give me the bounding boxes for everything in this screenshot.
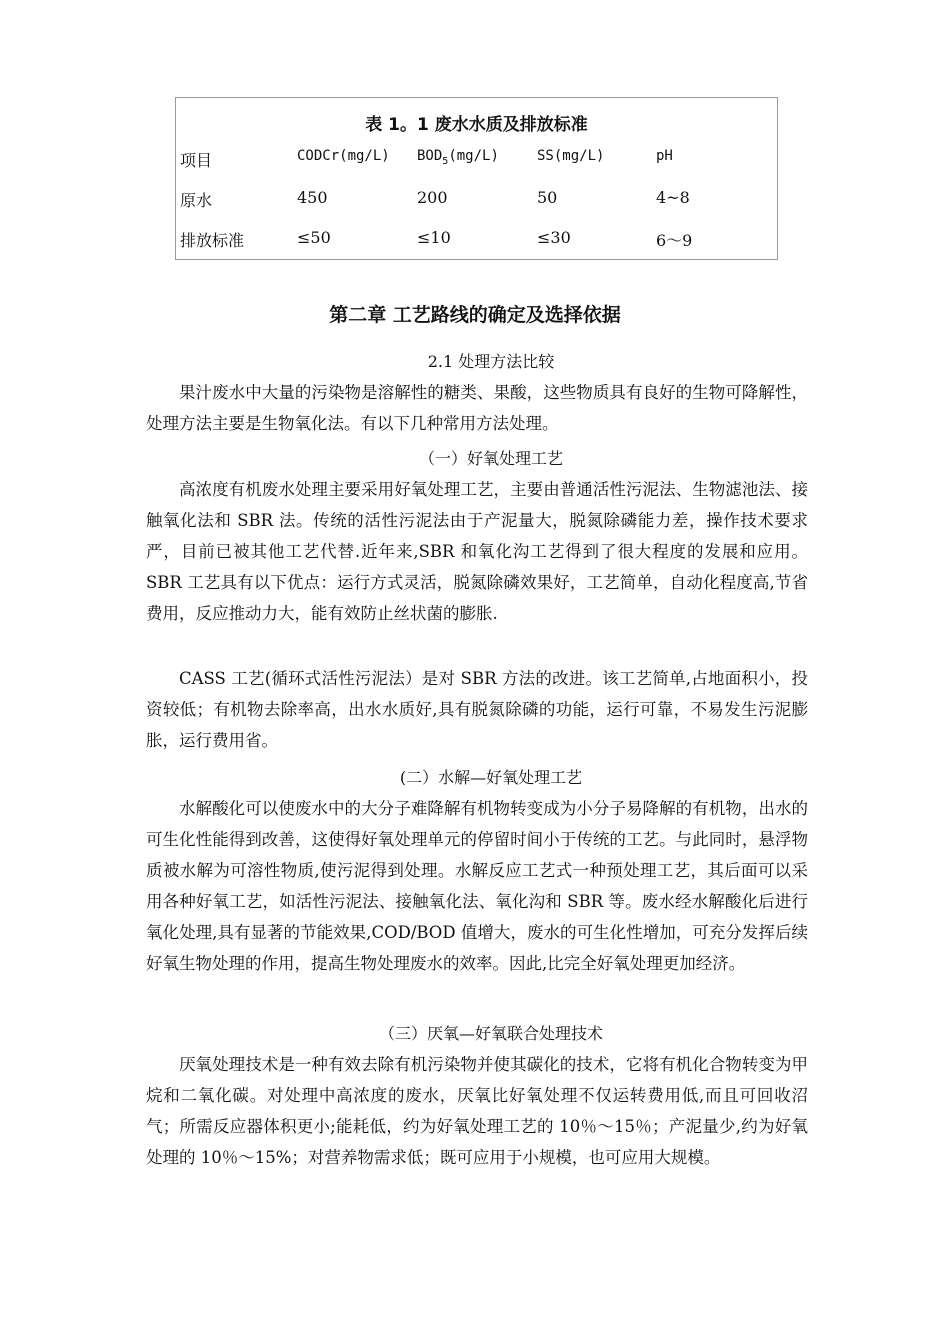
header-item: 项目 xyxy=(180,151,213,170)
paragraph-aerobic: 高浓度有机废水处理主要采用好氧处理工艺，主要由普通活性污泥法、生物滤池法、接触氧化法和 SBR 法。传统的活性污泥法由于产泥量大，脱氮除磷能力差，操作技术要求严，目前已被其他工艺代替.近年来,SBR 和氧化沟工艺得到了很大程度的发展和应用。SBR 工艺具有以下优点：运行方式灵活，脱氮除磷效果好，工艺简单，自动化程度高,节省费用，反应推动力大，能有效防止丝状菌的膨胀. xyxy=(146,480,808,623)
paragraph-hydrolysis: 水解酸化可以使废水中的大分子难降解有机物转变成为小分子易降解的有机物，出水的可生化性能得到改善，这使得好氧处理单元的停留时间小于传统的工艺。与此同时，悬浮物质被水解为可溶性物质,使污泥得到处理。水解反应工艺式一种预处理工艺，其后面可以采用各种好氧工艺，如活性污泥法、接触氧化法、氧化沟和 SBR 等。废水经水解酸化后进行氧化处理,具有显著的节能效果,COD/BOD 值增大，废水的可生化性增加，可充分发挥后续好氧生物处理的作用，提高生物处理废水的效率。因此,比完全好氧处理更加经济。 xyxy=(146,799,808,973)
cell-bod5: ≤10 xyxy=(417,228,451,247)
paragraph-intro: 果汁废水中大量的污染物是溶解性的糖类、果酸，这些物质具有良好的生物可降解性，处理方法主要是生物氧化法。有以下几种常用方法处理。 xyxy=(146,383,808,433)
cell-ss: 50 xyxy=(537,188,558,207)
table-row xyxy=(176,228,777,252)
row-label: 排放标准 xyxy=(180,231,245,250)
chapter-title: 第二章 工艺路线的确定及选择依据 xyxy=(329,304,621,326)
table-header-row xyxy=(176,148,777,172)
subheading-aerobic: （一）好氧处理工艺 xyxy=(418,449,563,468)
row-label: 原水 xyxy=(180,191,213,210)
cell-ph: 4~8 xyxy=(656,188,690,207)
table-title: 表 1。1 废水水质及排放标准 xyxy=(365,115,588,135)
cell-bod5: 200 xyxy=(417,188,448,207)
cell-ss: ≤30 xyxy=(537,228,571,247)
header-bod-subscript: 5 xyxy=(442,155,449,167)
subheading-anaerobic: （三）厌氧—好氧联合处理技术 xyxy=(378,1024,603,1043)
header-ph: pH xyxy=(656,148,673,164)
header-codcr: CODCr(mg/L) xyxy=(297,148,390,164)
subheading-hydrolysis: (二）水解—好氧处理工艺 xyxy=(399,768,583,787)
section-title: 2.1 处理方法比较 xyxy=(427,352,555,371)
header-ss: SS(mg/L) xyxy=(537,148,605,164)
cell-ph: 6～9 xyxy=(656,231,693,250)
header-bod-prefix: BOD xyxy=(417,148,443,164)
cell-codcr: ≤50 xyxy=(297,228,331,247)
paragraph-cass: CASS 工艺(循环式活性污泥法）是对 SBR 方法的改进。该工艺简单,占地面积小，投资较低；有机物去除率高，出水水质好,具有脱氮除磷的功能，运行可靠，不易发生污泥膨胀，运行费用省。 xyxy=(146,669,808,750)
water-quality-table xyxy=(175,97,778,260)
table-row xyxy=(176,188,777,212)
header-bod-suffix: (mg/L) xyxy=(448,148,499,164)
header-bod5 xyxy=(417,148,499,167)
paragraph-anaerobic: 厌氧处理技术是一种有效去除有机污染物并使其碳化的技术，它将有机化合物转变为甲烷和二氧化碳。对处理中高浓度的废水，厌氧比好氧处理不仅运转费用低,而且可回收沼气；所需反应器体积更小;能耗低，约为好氧处理工艺的 10％～15％；产泥量少,约为好氧处理的 10％～15%；对营养物需求低；既可应用于小规模，也可应用大规模。 xyxy=(146,1055,808,1167)
cell-codcr: 450 xyxy=(297,188,328,207)
